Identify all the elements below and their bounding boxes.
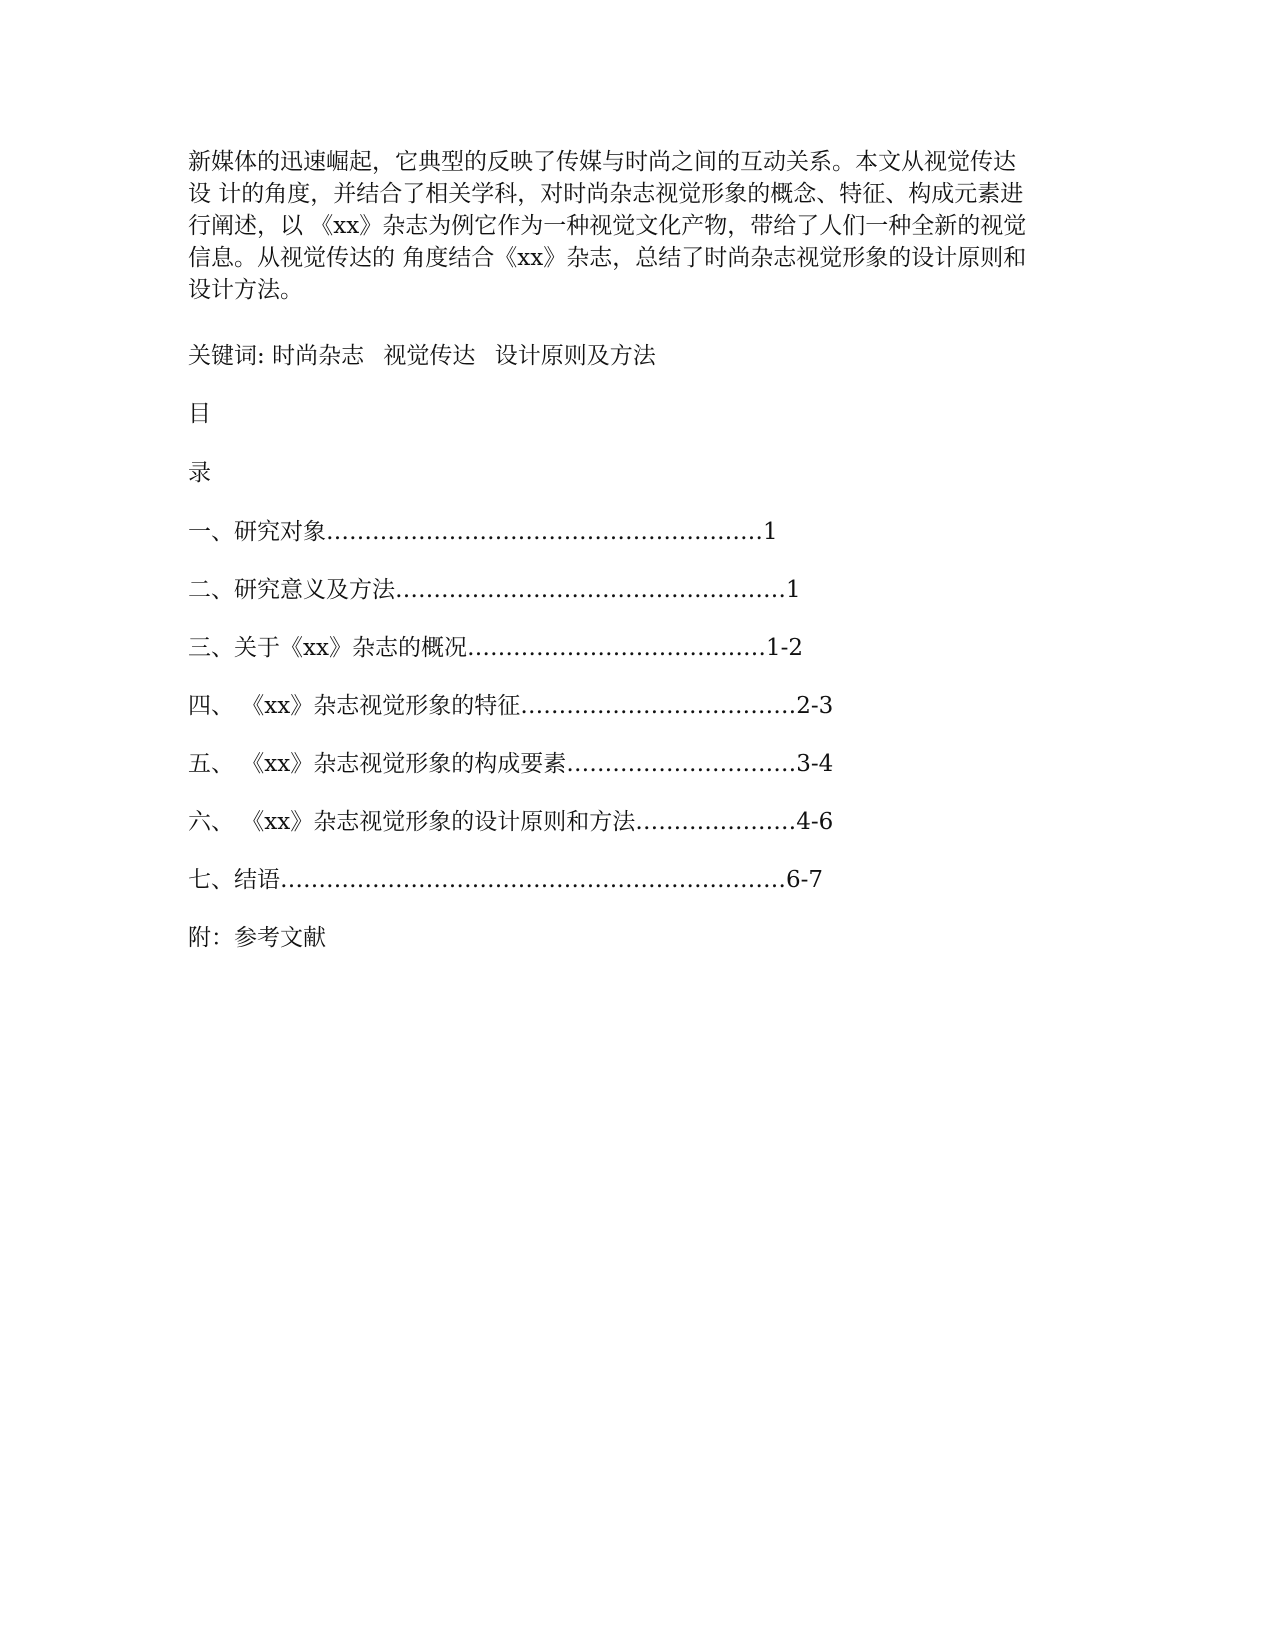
toc-entry-title: 五、 《xx》杂志视觉形象的构成要素	[188, 751, 567, 777]
toc-appendix[interactable]: 附：参考文献	[188, 925, 326, 951]
toc-entry-page: 1	[763, 519, 778, 545]
toc-heading-1: 目	[188, 401, 211, 427]
toc-entry[interactable]	[188, 748, 833, 780]
keyword: 设计原则及方法	[494, 343, 656, 369]
toc-entry-leader: …………………………	[566, 751, 797, 777]
toc-entry-leader: …………………………………	[466, 635, 766, 661]
keyword: 时尚杂志	[272, 343, 365, 369]
toc-entry-page: 1	[786, 577, 801, 603]
abstract-line: 新媒体的迅速崛起，它典型的反映了传媒与时尚之间的互动关系。本文从视觉传达	[188, 149, 1016, 175]
keyword: 视觉传达	[383, 343, 476, 369]
abstract-paragraph	[188, 146, 1093, 306]
toc-entry-title: 三、关于《xx》杂志的概况	[188, 635, 467, 661]
toc-entry-title: 七、结语	[188, 867, 280, 893]
toc-entry-title: 六、 《xx》杂志视觉形象的设计原则和方法	[188, 809, 636, 835]
keywords-label: 关键词:	[188, 343, 265, 369]
toc-entry[interactable]	[188, 632, 803, 664]
toc-entry-leader: …………………	[635, 809, 797, 835]
toc-entry-page: 2-3	[796, 693, 834, 719]
toc-entry[interactable]	[188, 864, 823, 896]
toc-entry-title: 四、 《xx》杂志视觉形象的特征	[188, 693, 521, 719]
toc-entry[interactable]	[188, 516, 778, 548]
toc-entry-leader: …………………………………………………	[326, 519, 763, 545]
toc-entry-page: 3-4	[796, 751, 834, 777]
abstract-line: 行阐述，以 《xx》杂志为例它作为一种视觉文化产物，带给了人们一种全新的视觉	[188, 213, 1027, 239]
abstract-line: 设计方法。	[188, 277, 303, 303]
toc-entry-title: 二、研究意义及方法	[188, 577, 395, 603]
toc-entry-leader: ……………………………………………	[395, 577, 786, 603]
toc-entry[interactable]	[188, 806, 833, 838]
toc-entry-page: 1-2	[765, 635, 803, 661]
abstract-line: 信息。从视觉传达的 角度结合《xx》杂志，总结了时尚杂志视觉形象的设计原则和	[188, 245, 1027, 271]
toc-entry-leader: ………………………………	[520, 693, 797, 719]
toc-entry-leader: …………………………………………………………	[280, 867, 786, 893]
toc-entry-page: 6-7	[786, 867, 824, 893]
toc-heading-2: 录	[188, 460, 211, 486]
keywords-line	[188, 340, 668, 372]
toc-entry[interactable]	[188, 690, 833, 722]
toc-entry-title: 一、研究对象	[188, 519, 326, 545]
abstract-line: 设 计的角度，并结合了相关学科，对时尚杂志视觉形象的概念、特征、构成元素进	[188, 181, 1024, 207]
toc-entry-page: 4-6	[796, 809, 834, 835]
toc-entry[interactable]	[188, 574, 801, 606]
